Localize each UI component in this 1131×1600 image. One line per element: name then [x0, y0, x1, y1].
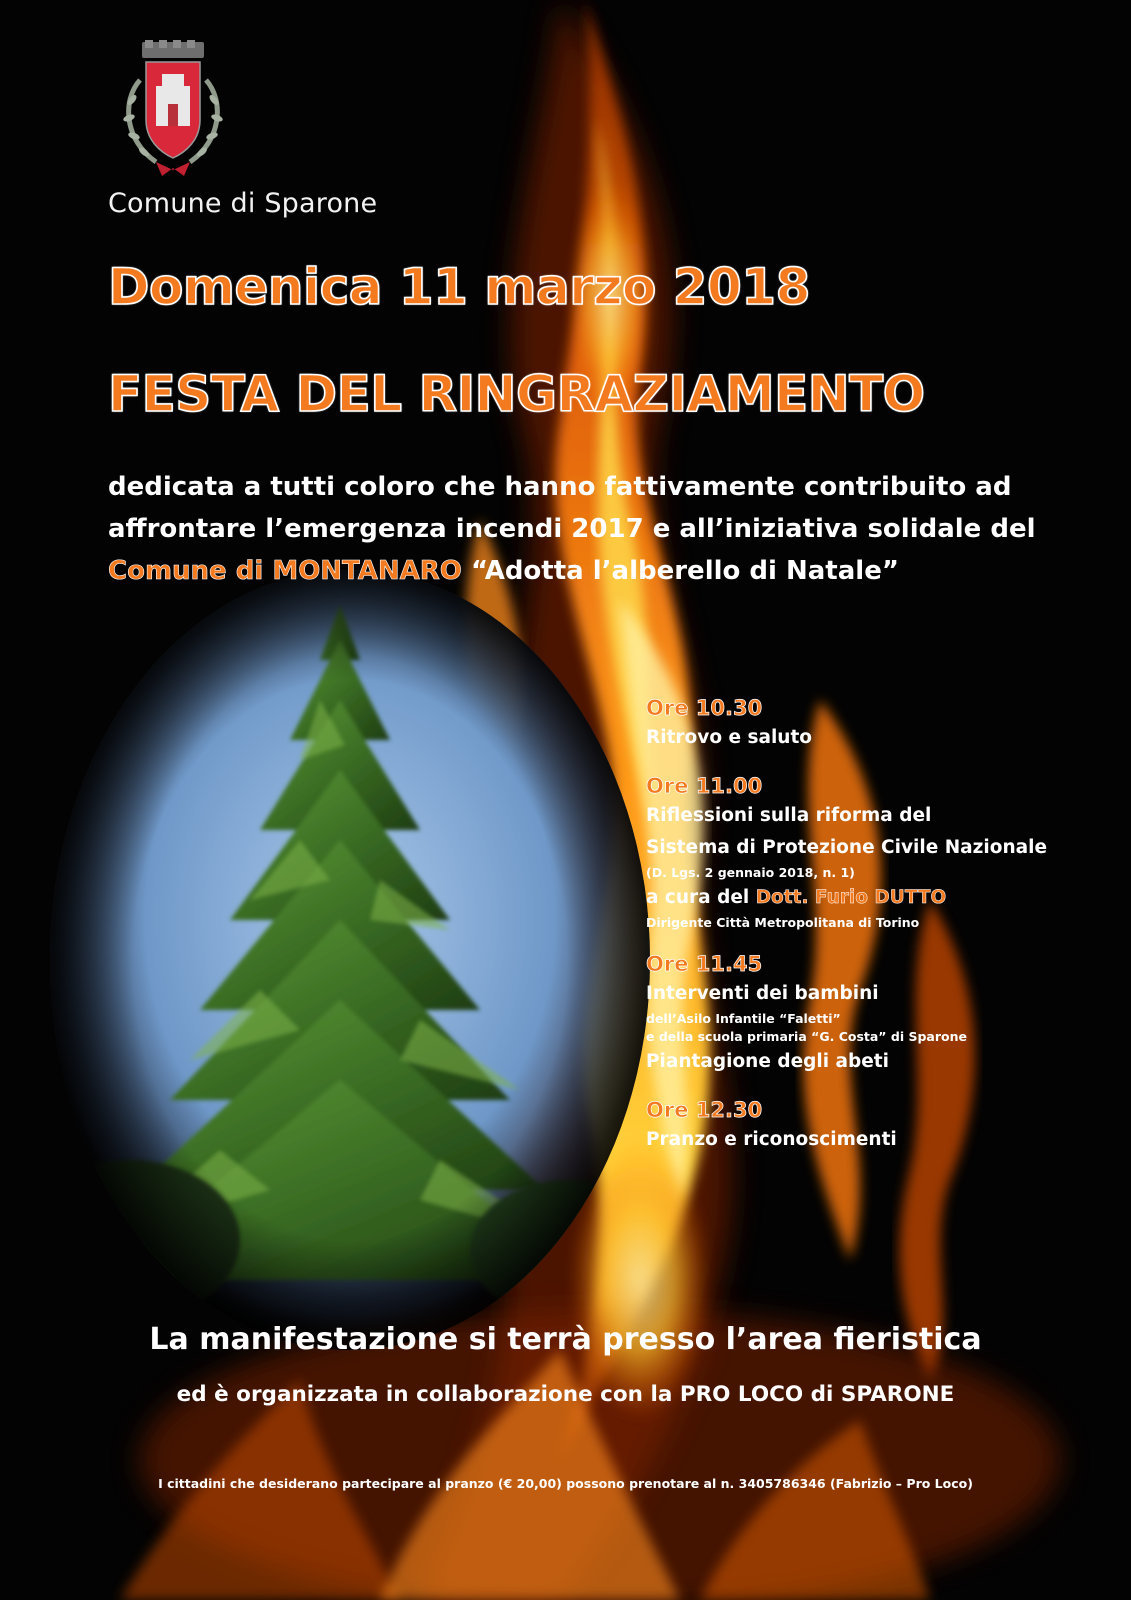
event-schedule: [646, 694, 1106, 1156]
event-date: Domenica 11 marzo 2018: [108, 258, 810, 316]
schedule-time: Ore 11.45: [646, 952, 763, 976]
schedule-time: Ore 11.00: [646, 774, 763, 798]
initiative-name: “Adotta l’alberello di Natale”: [461, 556, 899, 586]
organizer-text: ed è organizzata in collaborazione con la PRO LOCO di SPARONE: [176, 1382, 955, 1407]
schedule-activity: Riflessioni sulla riforma del: [646, 805, 932, 826]
schedule-note: dell’Asilo Infantile “Faletti”: [646, 1011, 841, 1026]
booking-info: I cittadini che desiderano partecipare al pranzo (€ 20,00) possono prenotare al n. 3405786346 (Fabrizio – Pro Loco): [158, 1476, 973, 1491]
schedule-curator: [646, 882, 1106, 914]
curator-name: Dott. Furio DUTTO: [755, 887, 947, 908]
schedule-activity: Sistema di Protezione Civile Nazionale: [646, 837, 1048, 858]
venue-text: La manifestazione si terrà presso l’area fieristica: [149, 1322, 982, 1357]
schedule-time: Ore 10.30: [646, 696, 763, 720]
schedule-activity: Piantagione degli abeti: [646, 1051, 889, 1072]
schedule-note: e della scuola primaria “G. Costa” di Sparone: [646, 1029, 967, 1044]
dedication-line-2: affrontare l’emergenza incendi 2017 e all’iniziativa solidale del: [108, 514, 1036, 544]
schedule-activity: Interventi dei bambini: [646, 983, 879, 1004]
event-title: FESTA DEL RINGRAZIAMENTO: [108, 365, 925, 423]
dedication-line-1: dedicata a tutti coloro che hanno fattivamente contribuito ad: [108, 472, 1012, 502]
schedule-time: Ore 12.30: [646, 1098, 763, 1122]
municipal-coat-of-arms-icon: [112, 40, 234, 180]
municipality-name: Comune di Sparone: [108, 188, 378, 219]
montanaro-highlight: Comune di MONTANARO: [108, 556, 462, 586]
schedule-activity: Ritrovo e saluto: [646, 727, 813, 748]
dedication-line-3: [108, 550, 1058, 592]
curator-prefix: a cura del: [646, 887, 756, 908]
dedication-text: [108, 466, 1058, 592]
schedule-note: (D. Lgs. 2 gennaio 2018, n. 1): [646, 865, 855, 880]
schedule-activity: Pranzo e riconoscimenti: [646, 1129, 897, 1150]
curator-role: Dirigente Città Metropolitana di Torino: [646, 915, 920, 930]
